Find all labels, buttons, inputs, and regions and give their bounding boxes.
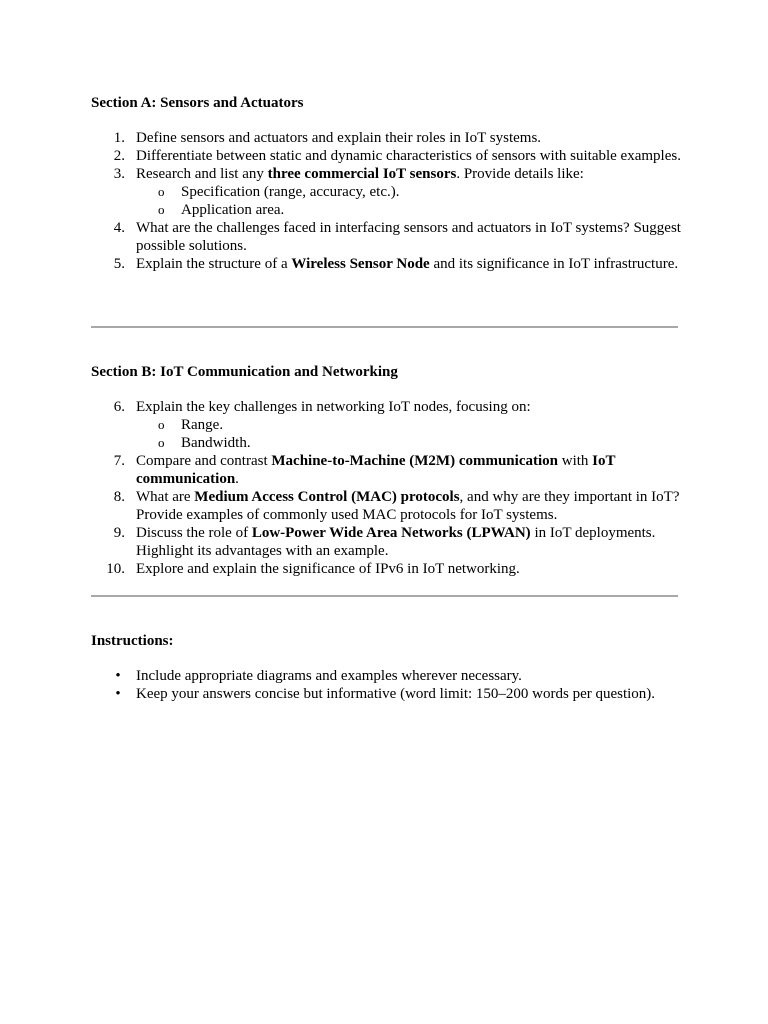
- question-number: 4.: [113, 220, 125, 236]
- bullet-icon: •: [115, 668, 121, 684]
- question-text-part: Discuss the role of: [136, 525, 252, 541]
- section-b-heading: Section B: IoT Communication and Networking: [91, 364, 398, 380]
- question-text: What are the challenges faced in interfacing sensors and actuators in IoT systems? Suggest possible solutions.: [136, 220, 681, 254]
- question-number: 3.: [113, 166, 125, 182]
- section-b-question-list: [91, 398, 681, 578]
- question-text: Define sensors and actuators and explain their roles in IoT systems.: [136, 130, 542, 146]
- question-9: [91, 524, 681, 560]
- sub-item-text: Specification (range, accuracy, etc.).: [181, 184, 400, 200]
- instructions-heading: Instructions:: [91, 633, 174, 649]
- sub-item-application-area: [136, 201, 681, 219]
- sub-list: [136, 183, 681, 219]
- instruction-item: [91, 685, 681, 703]
- question-emphasis: IoT communication: [136, 453, 616, 487]
- question-number: 8.: [113, 489, 125, 505]
- sub-item-text: Application area.: [181, 202, 285, 218]
- question-text-part: Compare and contrast: [136, 453, 272, 469]
- question-5: [91, 255, 681, 273]
- question-text-part: . Provide details like:: [456, 166, 584, 182]
- question-number: 2.: [113, 148, 125, 164]
- question-number: 7.: [113, 453, 125, 469]
- sub-item-text: Range.: [181, 417, 224, 433]
- question-text-part: .: [235, 471, 239, 487]
- question-number: 10.: [106, 561, 125, 577]
- horizontal-divider: [91, 595, 678, 597]
- question-text-part: Explain the structure of a: [136, 256, 292, 272]
- sub-item-bandwidth: [136, 434, 681, 452]
- question-text-part: with: [557, 453, 593, 469]
- question-text-part: What are: [136, 489, 195, 505]
- hollow-bullet-icon: o: [158, 202, 165, 217]
- question-number: 1.: [113, 130, 125, 146]
- sub-item-specification: [136, 183, 681, 201]
- instruction-text: Include appropriate diagrams and examples wherever necessary.: [136, 668, 522, 684]
- question-text-part: Research and list any: [136, 166, 268, 182]
- question-emphasis: Wireless Sensor Node: [291, 256, 430, 272]
- horizontal-divider: [91, 326, 678, 328]
- sub-item-range: [136, 416, 681, 434]
- question-text-part: , and why are they important in IoT? Provide examples of commonly used MAC protocols for IoT systems.: [136, 489, 680, 523]
- question-emphasis: Low-Power Wide Area Networks (LPWAN): [251, 525, 531, 541]
- sub-list: [136, 416, 681, 452]
- question-3: [91, 165, 681, 219]
- hollow-bullet-icon: o: [158, 417, 165, 432]
- question-number: 9.: [113, 525, 125, 541]
- instructions-list: [91, 667, 681, 703]
- question-6: [91, 398, 681, 452]
- question-1: [91, 129, 681, 147]
- question-emphasis: Machine-to-Machine (M2M) communication: [271, 453, 558, 469]
- hollow-bullet-icon: o: [158, 435, 165, 450]
- instruction-item: [91, 667, 681, 685]
- question-text-part: and its significance in IoT infrastructure.: [429, 256, 679, 272]
- sub-item-text: Bandwidth.: [181, 435, 251, 451]
- question-10: [91, 560, 681, 578]
- section-a-question-list: [91, 129, 681, 273]
- question-emphasis: Medium Access Control (MAC) protocols: [194, 489, 460, 505]
- question-emphasis: three commercial IoT sensors: [267, 166, 457, 182]
- section-a-heading: Section A: Sensors and Actuators: [91, 95, 304, 111]
- question-text: Differentiate between static and dynamic characteristics of sensors with suitable examples.: [136, 148, 681, 164]
- question-text: Explain the key challenges in networking IoT nodes, focusing on:: [136, 399, 531, 415]
- question-text-part: in IoT deployments. Highlight its advantages with an example.: [136, 525, 656, 559]
- question-8: [91, 488, 681, 524]
- question-4: [91, 219, 681, 255]
- question-number: 5.: [113, 256, 125, 272]
- bullet-icon: •: [115, 686, 121, 702]
- question-text: Explore and explain the significance of IPv6 in IoT networking.: [136, 561, 520, 577]
- question-number: 6.: [113, 399, 125, 415]
- hollow-bullet-icon: o: [158, 184, 165, 199]
- instruction-text: Keep your answers concise but informative (word limit: 150–200 words per question).: [136, 686, 656, 702]
- question-7: [91, 452, 681, 488]
- question-2: [91, 147, 681, 165]
